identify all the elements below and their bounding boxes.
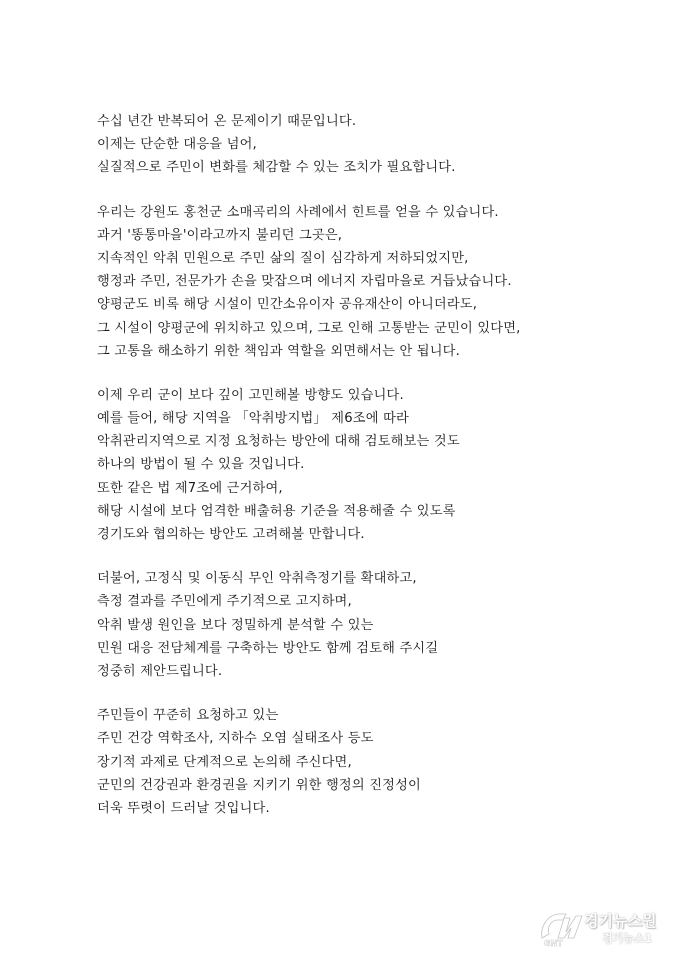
text-line: 더불어, 고정식 및 이동식 무인 악취측정기를 확대하고, [97, 571, 417, 587]
paragraph [97, 384, 657, 546]
text-line: 또한 같은 법 제7조에 근거하여, [97, 480, 283, 496]
watermark [536, 908, 666, 948]
text-line: 행정과 주민, 전문가가 손을 맞잡으며 에너지 자립마을로 거듭났습니다. [97, 274, 512, 290]
text-line: 이제 우리 군이 보다 깊이 고민해볼 방향도 있습니다. [97, 387, 404, 403]
paragraph [97, 567, 657, 683]
watermark-subtitle: 경기뉴스1 [602, 932, 653, 945]
text-line: 양평군도 비록 해당 시설이 민간소유이자 공유재산이 아니더라도, [97, 297, 478, 313]
text-line: 민원 대응 전담체계를 구축하는 방안도 함께 검토해 주시길 [97, 640, 439, 656]
text-line: 더욱 뚜렷이 드러날 것입니다. [97, 800, 270, 816]
text-line: 하나의 방법이 될 수 있을 것입니다. [97, 457, 305, 473]
paragraph [97, 201, 657, 363]
text-line: 해당 시설에 보다 엄격한 배출허용 기준을 적용해줄 수 있도록 [97, 503, 456, 519]
text-line: 그 시설이 양평군에 위치하고 있으며, 그로 인해 고통받는 군민이 있다면, [97, 320, 521, 336]
paragraph [97, 110, 657, 180]
text-line: 우리는 강원도 홍천군 소매곡리의 사례에서 힌트를 얻을 수 있습니다. [97, 204, 499, 220]
text-line: 측정 결과를 주민에게 주기적으로 고지하며, [97, 594, 352, 610]
text-line: 장기적 과제로 단계적으로 논의해 주신다면, [97, 754, 352, 770]
text-line: 이제는 단순한 대응을 넘어, [97, 137, 257, 153]
watermark-title: 경기뉴스원 [584, 912, 657, 930]
text-line: 그 고통을 해소하기 위한 책임과 역할을 외면해서는 안 됩니다. [97, 343, 461, 359]
text-line: 실질적으로 주민이 변화를 체감할 수 있는 조치가 필요합니다. [97, 160, 456, 176]
text-line: 정중히 제안드립니다. [97, 663, 223, 679]
text-line: 군민의 건강권과 환경권을 지키기 위한 행정의 진정성이 [97, 777, 421, 793]
text-line: 주민들이 꾸준히 요청하고 있는 [97, 708, 279, 724]
text-line: 악취 발생 원인을 보다 정밀하게 분석할 수 있는 [97, 617, 374, 633]
text-line: 수십 년간 반복되어 온 문제이기 때문입니다. [97, 114, 357, 129]
text-line: 주민 건강 역학조사, 지하수 오염 실태조사 등도 [97, 731, 374, 747]
text-line: 악취관리지역으로 지정 요청하는 방안에 대해 검토해보는 것도 [97, 434, 460, 450]
text-line: 예를 들어, 해당 지역을 「악취방지법」 제6조에 따라 [97, 411, 409, 427]
text-line: 경기도와 협의하는 방안도 고려해볼 만합니다. [97, 527, 365, 542]
text-line: 지속적인 악취 민원으로 주민 삶의 질이 심각하게 저하되었지만, [97, 250, 469, 266]
document-body [97, 110, 657, 841]
paragraph [97, 704, 657, 820]
text-line: 과거 '똥통마을'이라고까지 불리던 그곳은, [97, 227, 343, 243]
logo-text: GNT [544, 939, 563, 948]
gnt-logo-icon [536, 908, 586, 948]
